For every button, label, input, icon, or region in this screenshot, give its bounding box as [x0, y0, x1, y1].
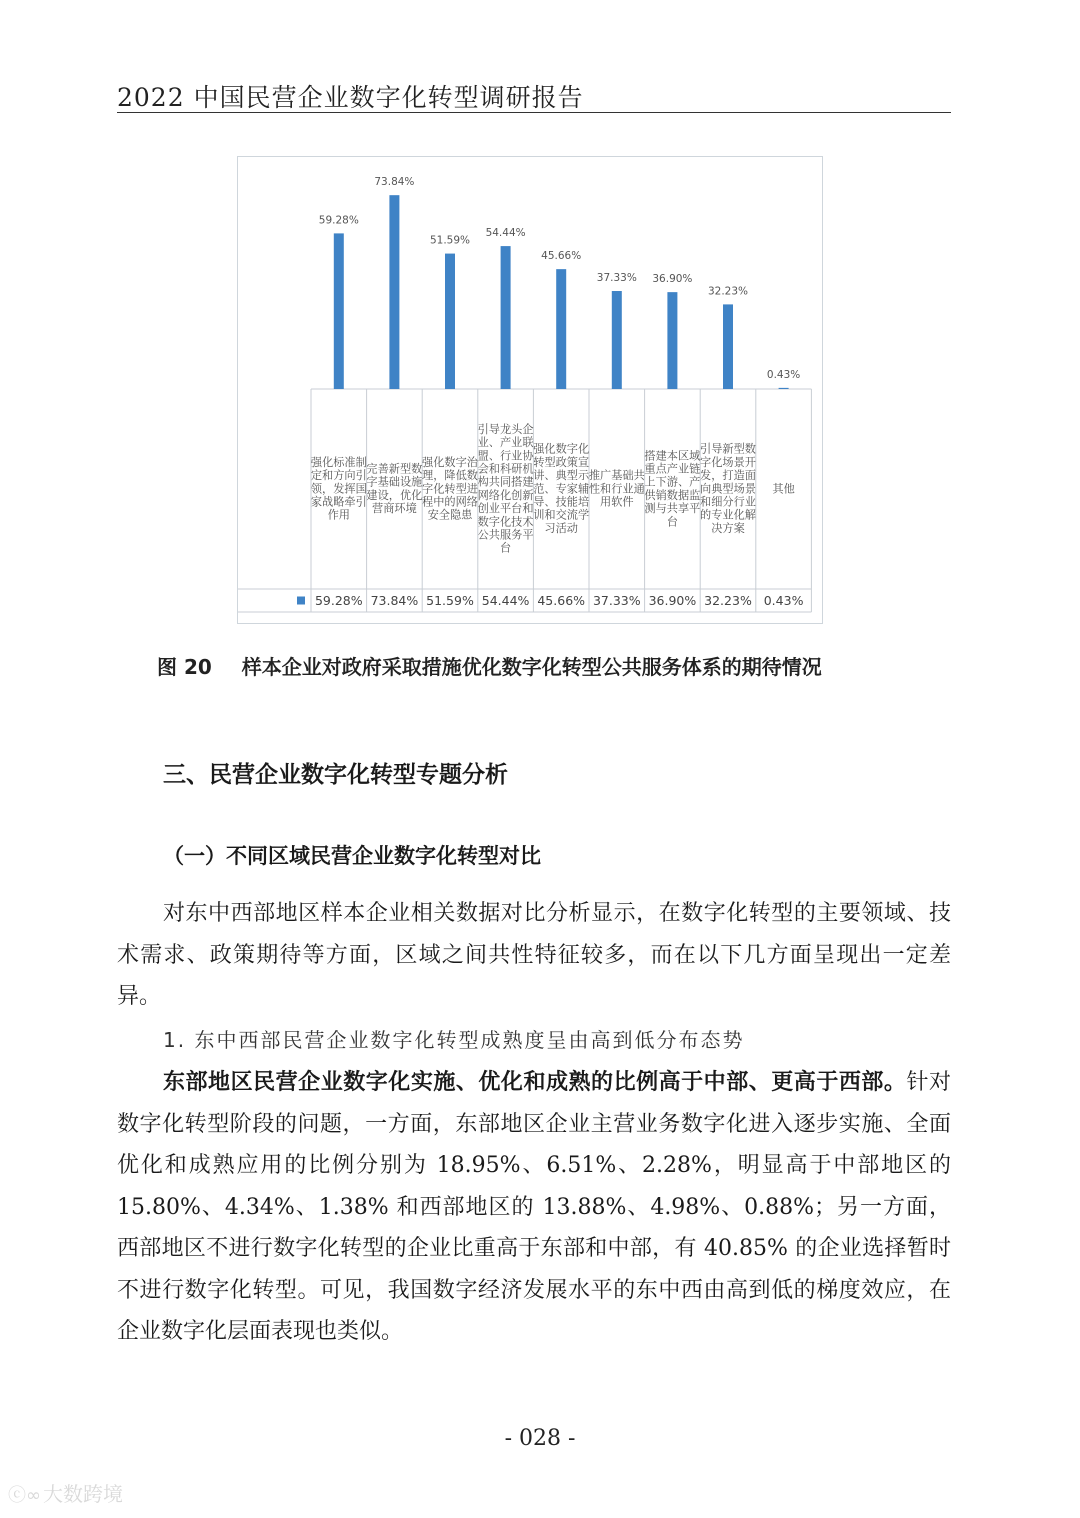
- table-value-cell: 0.43%: [763, 593, 804, 608]
- table-value-cell: 36.90%: [648, 593, 697, 608]
- bar-data-label: 73.84%: [374, 176, 415, 189]
- table-value-cell: 59.28%: [314, 593, 363, 608]
- chart-container: [237, 156, 823, 624]
- watermark-text: 大数跨境: [43, 1482, 123, 1506]
- figure-number: 图 20: [157, 655, 212, 679]
- bar: [389, 195, 399, 389]
- figure-caption: [157, 651, 937, 680]
- category-label: 强化数字治理，降低数字化转型进程中的网络安全隐患: [422, 455, 478, 522]
- bar: [612, 291, 622, 389]
- category-label: 强化标准制定和方向引领，发挥国家战略牵引作用: [310, 455, 367, 522]
- watermark-icon: ⓒ∞: [8, 1485, 41, 1506]
- category-label: 引导龙头企业、产业联盟、行业协会和科研机构共同搭建网络化创新创业平台和数字化技术公共服务平台: [477, 422, 534, 555]
- bar-data-label: 0.43%: [766, 368, 801, 381]
- watermark: [8, 1478, 123, 1507]
- bar: [334, 233, 344, 389]
- table-value-cell: 45.66%: [537, 593, 586, 608]
- bar-data-label: 32.23%: [707, 285, 749, 298]
- section-heading: 三、民营企业数字化转型专题分析: [163, 762, 508, 788]
- paragraph-body: 针对数字化转型阶段的问题，一方面，东部地区企业主营业务数字化进入逐步实施、全面优化和成熟应用的比例分别为 18.95%、6.51%、2.28%，明显高于中部地区的 15.80%、4.34%、1.38% 和西部地区的 13.88%、4.98%、0.88%；另一方面，西部地区不进行数字化转型的企业比重高于东部和中部，有 40.85% 的企业选择暂时不进行数字化转型。可见，我国数字经济发展水平的东中西由高到低的梯度效应，在企业数字化层面表现也类似。: [117, 1070, 951, 1344]
- bar: [723, 304, 733, 389]
- bar-data-label: 37.33%: [596, 272, 637, 285]
- bar-data-label: 36.90%: [652, 273, 693, 286]
- bar: [501, 246, 511, 389]
- table-value-cell: 37.33%: [592, 593, 641, 608]
- running-header: 2022 中国民营企业数字化转型调研报告: [117, 83, 584, 112]
- bar-chart: [238, 157, 822, 623]
- numbered-heading: 1. 东中西部民营企业数字化转型成熟度呈由高到低分布态势: [163, 1028, 745, 1052]
- paragraph-findings: [117, 1062, 951, 1353]
- category-label: 完善新型数字基础设施建设，优化营商环境: [366, 462, 423, 516]
- category-label: 推广基础共性和行业通用软件: [588, 469, 645, 509]
- category-label: 搭建本区域重点产业链上下游、产供销数据监测与共享平台: [644, 449, 701, 529]
- bar-data-label: 45.66%: [541, 250, 582, 263]
- page-number: - 028 -: [504, 1426, 576, 1451]
- bar-data-label: 59.28%: [318, 214, 359, 227]
- bar: [556, 269, 566, 389]
- table-value-cell: 51.59%: [426, 593, 474, 608]
- bar-data-label: 51.59%: [429, 234, 471, 247]
- figure-title: 样本企业对政府采取措施优化数字化转型公共服务体系的期待情况: [241, 655, 822, 679]
- bar: [667, 292, 677, 389]
- paragraph-intro: 对东中西部地区样本企业相关数据对比分析显示，在数字化转型的主要领域、技术需求、政策期待等方面，区域之间共性特征较多，而在以下几方面呈现出一定差异。: [117, 901, 951, 1009]
- paragraph-lead-bold: 东部地区民营企业数字化实施、优化和成熟的比例高于中部、更高于西部。: [163, 1070, 907, 1095]
- table-value-cell: 32.23%: [704, 593, 752, 608]
- header-divider: [117, 112, 951, 113]
- table-value-cell: 73.84%: [370, 593, 419, 608]
- bar: [445, 254, 455, 389]
- subsection-heading: （一）不同区域民营企业数字化转型对比: [163, 844, 541, 868]
- legend-swatch: [297, 597, 305, 605]
- category-label: 引导新型数字化场景开发，打造面向典型场景和细分行业的专业化解决方案: [700, 442, 756, 535]
- bar-data-label: 54.44%: [485, 227, 526, 240]
- bar: [779, 388, 789, 389]
- table-value-cell: 54.44%: [481, 593, 530, 608]
- category-label: 强化数字化转型政策宣讲、典型示范、专家辅导、技能培训和交流学习活动: [533, 442, 590, 535]
- category-label: 其他: [772, 482, 795, 496]
